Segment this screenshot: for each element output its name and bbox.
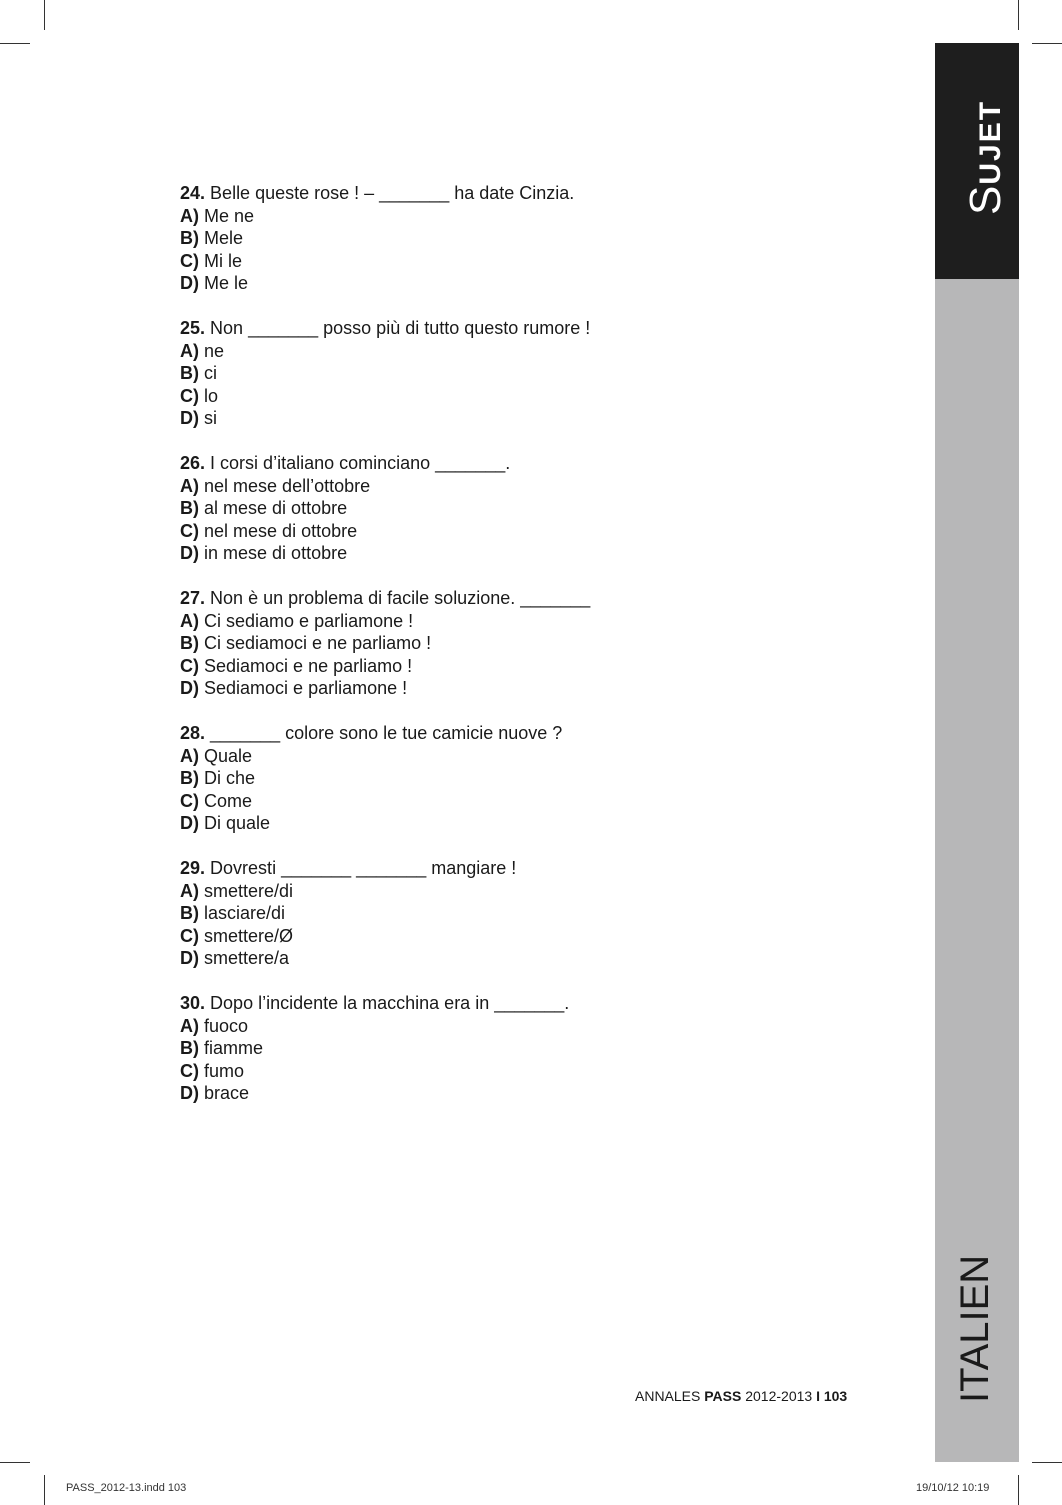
question-text: Belle queste rose ! – _______ ha date Cinzia. <box>210 183 575 203</box>
answer-option <box>180 542 740 565</box>
answer-option <box>180 947 740 970</box>
option-text: Ci sediamo e parliamone ! <box>204 610 414 631</box>
footer-pass: PASS <box>704 1388 742 1404</box>
answer-option <box>180 745 740 768</box>
option-letter: A) <box>180 610 199 631</box>
question-block <box>180 182 740 295</box>
option-letter: B) <box>180 228 199 248</box>
question-text: Non è un problema di facile soluzione. _______ <box>210 588 591 608</box>
option-text: ci <box>204 363 218 383</box>
question-number: 30. <box>180 993 206 1013</box>
answer-option <box>180 677 740 700</box>
option-text: smettere/Ø <box>204 925 294 946</box>
option-text: Mele <box>204 228 244 248</box>
option-text: fuoco <box>204 1015 249 1036</box>
option-letter: C) <box>180 1060 199 1081</box>
answer-option <box>180 272 740 295</box>
page-footer <box>635 1388 847 1404</box>
option-letter: B) <box>180 498 199 518</box>
option-letter: A) <box>180 1015 199 1036</box>
option-letter: C) <box>180 385 199 406</box>
crop-mark <box>1032 43 1062 44</box>
option-text: Quale <box>204 745 253 766</box>
option-text: lo <box>204 385 219 406</box>
slug-datetime: 19/10/12 10:19 <box>916 1482 990 1494</box>
crop-mark <box>0 1462 30 1463</box>
question-stem <box>180 722 740 745</box>
option-text: fumo <box>204 1060 245 1081</box>
option-text: Di quale <box>204 813 271 833</box>
answer-option <box>180 790 740 813</box>
option-letter: D) <box>180 1083 199 1103</box>
option-letter: D) <box>180 408 199 428</box>
answer-option <box>180 880 740 903</box>
crop-mark <box>1018 0 1019 30</box>
answer-option <box>180 632 740 655</box>
answer-option <box>180 655 740 678</box>
answer-option <box>180 610 740 633</box>
sujet-label: SUJET <box>961 99 1010 215</box>
question-stem <box>180 452 740 475</box>
option-text: Sediamoci e parliamone ! <box>204 678 408 698</box>
question-text: I corsi d’italiano cominciano _______. <box>210 453 511 473</box>
question-block <box>180 317 740 430</box>
answer-option <box>180 407 740 430</box>
question-number: 28. <box>180 723 206 743</box>
option-letter: D) <box>180 543 199 563</box>
question-stem <box>180 317 740 340</box>
answer-option <box>180 1037 740 1060</box>
answer-option <box>180 250 740 273</box>
option-text: fiamme <box>204 1038 264 1058</box>
option-letter: C) <box>180 790 199 811</box>
answer-option <box>180 767 740 790</box>
answer-option <box>180 475 740 498</box>
option-text: Sediamoci e ne parliamo ! <box>204 655 413 676</box>
option-text: Ci sediamoci e ne parliamo ! <box>204 633 432 653</box>
option-text: Come <box>204 790 253 811</box>
question-number: 24. <box>180 183 206 203</box>
question-number: 25. <box>180 318 206 338</box>
question-stem <box>180 857 740 880</box>
option-letter: D) <box>180 813 199 833</box>
crop-mark <box>0 43 30 44</box>
question-number: 27. <box>180 588 206 608</box>
option-letter: D) <box>180 678 199 698</box>
option-text: al mese di ottobre <box>204 498 348 518</box>
question-text: Dovresti _______ _______ mangiare ! <box>210 858 517 878</box>
answer-option <box>180 1082 740 1105</box>
option-letter: D) <box>180 273 199 293</box>
option-text: ne <box>204 340 225 361</box>
option-letter: B) <box>180 363 199 383</box>
option-letter: C) <box>180 925 199 946</box>
footer-years: 2012-2013 <box>745 1388 813 1404</box>
slug-file: PASS_2012-13.indd 103 <box>66 1482 187 1494</box>
option-text: lasciare/di <box>204 903 286 923</box>
question-block <box>180 452 740 565</box>
option-letter: C) <box>180 655 199 676</box>
option-text: smettere/di <box>204 880 294 901</box>
answer-option <box>180 902 740 925</box>
option-text: brace <box>204 1083 250 1103</box>
subject-label: ITALIEN <box>953 1254 997 1403</box>
question-stem <box>180 182 740 205</box>
question-block <box>180 992 740 1105</box>
answer-option <box>180 497 740 520</box>
answer-option <box>180 340 740 363</box>
option-letter: B) <box>180 633 199 653</box>
crop-mark <box>44 0 45 30</box>
answer-option <box>180 520 740 543</box>
option-text: Mi le <box>204 250 243 271</box>
option-text: nel mese dell’ottobre <box>204 475 371 496</box>
option-letter: A) <box>180 475 199 496</box>
crop-mark <box>1018 1475 1019 1505</box>
question-number: 29. <box>180 858 206 878</box>
crop-mark <box>1032 1462 1062 1463</box>
question-text: Dopo l’incidente la macchina era in _______. <box>210 993 570 1013</box>
question-block <box>180 857 740 970</box>
answer-option <box>180 1015 740 1038</box>
option-letter: A) <box>180 205 199 226</box>
question-block <box>180 722 740 835</box>
option-text: Me ne <box>204 205 255 226</box>
option-letter: A) <box>180 745 199 766</box>
answer-option <box>180 205 740 228</box>
answer-option <box>180 385 740 408</box>
option-letter: B) <box>180 1038 199 1058</box>
option-text: Di che <box>204 768 256 788</box>
option-letter: C) <box>180 520 199 541</box>
option-text: smettere/a <box>204 948 290 968</box>
answer-option <box>180 812 740 835</box>
option-letter: B) <box>180 768 199 788</box>
question-number: 26. <box>180 453 206 473</box>
question-list <box>180 182 740 1127</box>
option-text: nel mese di ottobre <box>204 520 358 541</box>
question-stem <box>180 992 740 1015</box>
option-text: Me le <box>204 273 249 293</box>
footer-separator: I <box>816 1388 820 1404</box>
question-stem <box>180 587 740 610</box>
question-text: _______ colore sono le tue camicie nuove ? <box>210 723 563 743</box>
answer-option <box>180 1060 740 1083</box>
option-letter: A) <box>180 880 199 901</box>
option-text: si <box>204 408 218 428</box>
option-letter: B) <box>180 903 199 923</box>
footer-annales: ANNALES <box>635 1388 701 1404</box>
option-letter: C) <box>180 250 199 271</box>
option-letter: A) <box>180 340 199 361</box>
option-text: in mese di ottobre <box>204 543 348 563</box>
answer-option <box>180 362 740 385</box>
option-letter: D) <box>180 948 199 968</box>
answer-option <box>180 925 740 948</box>
question-block <box>180 587 740 700</box>
crop-mark <box>44 1475 45 1505</box>
page-number: 103 <box>823 1388 848 1404</box>
question-text: Non _______ posso più di tutto questo rumore ! <box>210 318 591 338</box>
answer-option <box>180 227 740 250</box>
